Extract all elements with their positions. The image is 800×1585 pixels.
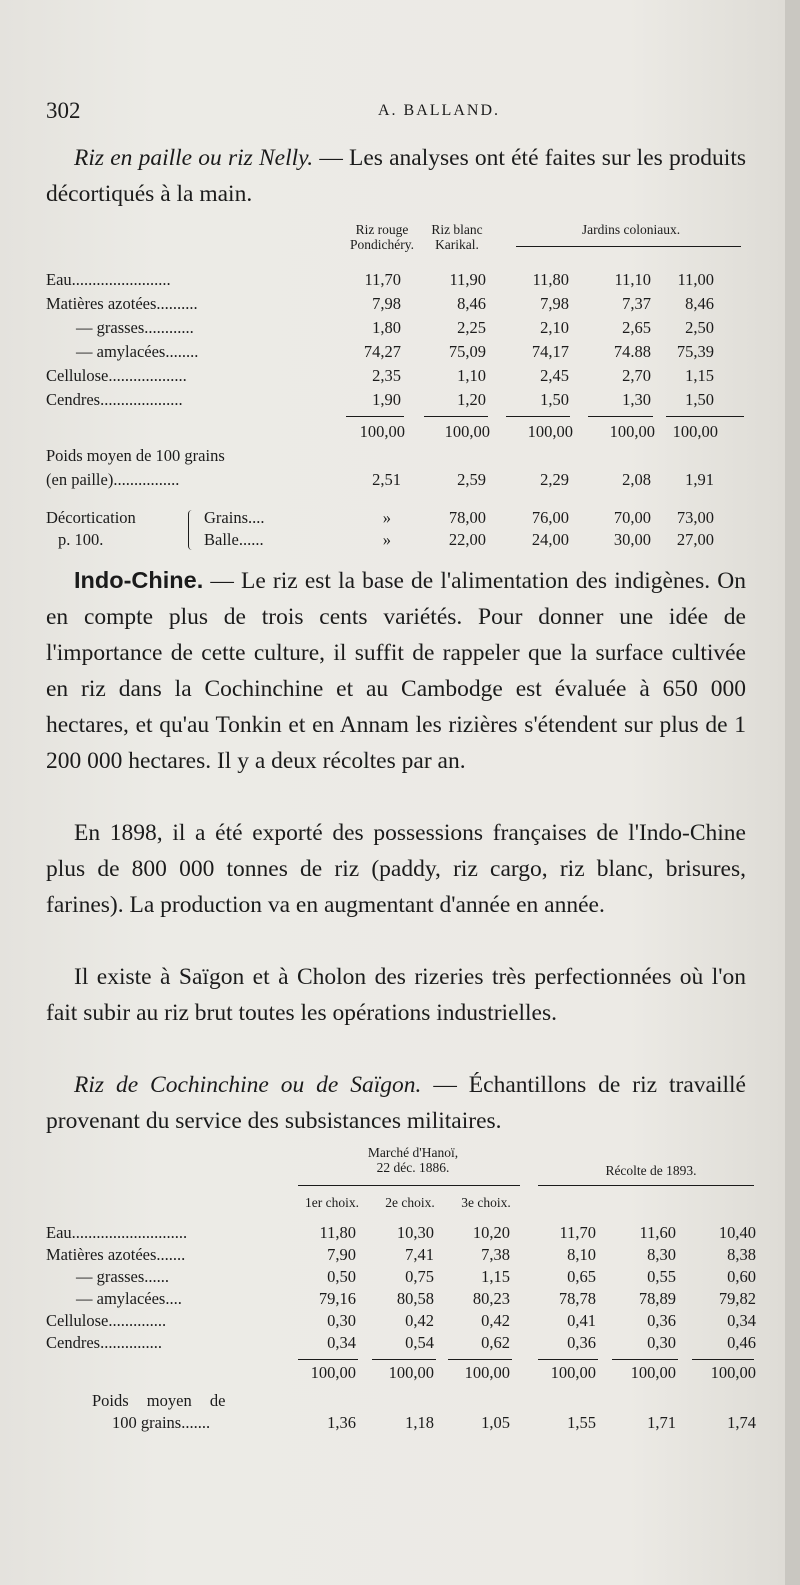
grains-cell: 78,00 (448, 508, 486, 527)
balle-cell: 22,00 (448, 530, 486, 549)
value-cell: 8,38 (727, 1245, 756, 1264)
poids-cell: 1,91 (685, 470, 714, 489)
row-label: Cellulose................... (46, 366, 187, 385)
cochinchine-text: — Échantillons de riz travaillé provenant du service des subsistances militaires. (46, 1072, 746, 1134)
sub-head-1: 1er choix. (305, 1195, 359, 1210)
value-cell: 1,50 (540, 390, 569, 409)
balle-label: Balle...... (204, 530, 264, 549)
value-cell: 2,50 (685, 318, 714, 337)
poids-row (46, 1413, 756, 1435)
value-cell: 0,30 (327, 1311, 356, 1330)
total-row (46, 1363, 756, 1385)
grains-row (46, 508, 746, 530)
value-cell: 0,36 (647, 1311, 676, 1330)
value-cell: 78,78 (558, 1289, 596, 1308)
value-cell: 7,38 (481, 1245, 510, 1264)
poids-cell: 1,18 (405, 1413, 434, 1432)
value-cell: 11,70 (559, 1223, 596, 1242)
col-head-riz-rouge (344, 222, 420, 252)
total-cell: 100,00 (672, 422, 718, 441)
value-cell: 78,89 (638, 1289, 676, 1308)
total-cell: 100,00 (630, 1363, 676, 1382)
row-label: Eau........................ (46, 270, 171, 289)
col-head-line: Pondichéry. (350, 237, 414, 252)
col-head-line: Riz rouge (355, 222, 409, 237)
value-cell: 2,25 (457, 318, 486, 337)
value-cell: 0,30 (647, 1333, 676, 1352)
value-cell: 1,50 (685, 390, 714, 409)
group-head-recolte: Récolte de 1893. (605, 1163, 697, 1178)
balle-cell: 27,00 (676, 530, 714, 549)
rice-analysis-table-2 (46, 1145, 756, 1445)
value-cell: 80,58 (396, 1289, 434, 1308)
total-cell: 100,00 (464, 1363, 510, 1382)
value-cell: 1,15 (481, 1267, 510, 1286)
poids-cell: 1,55 (567, 1413, 596, 1432)
poids-row (46, 470, 746, 492)
value-cell: 8,46 (685, 294, 714, 313)
sub-head-3: 3e choix. (461, 1195, 511, 1210)
value-cell: 11,90 (449, 270, 486, 289)
intro-text: — Les analyses ont été faites sur les produits décortiqués à la main. (46, 145, 746, 207)
value-cell: 11,70 (364, 270, 401, 289)
poids-label-row (46, 1391, 756, 1413)
page-header (46, 98, 736, 128)
grains-cell: » (382, 508, 391, 527)
value-cell: 7,41 (405, 1245, 434, 1264)
group-head-line: 22 déc. 1886. (376, 1160, 450, 1175)
grains-cell: 73,00 (676, 508, 714, 527)
balle-cell: 24,00 (531, 530, 569, 549)
table-row (46, 1311, 756, 1333)
value-cell: 0,42 (405, 1311, 434, 1330)
value-cell: 1,90 (372, 390, 401, 409)
value-cell: 0,41 (567, 1311, 596, 1330)
table-row (46, 270, 746, 292)
value-cell: 7,98 (372, 294, 401, 313)
cochinchine-title: Riz de Cochinchine ou de Saïgon. (74, 1072, 422, 1098)
value-cell: 0,34 (327, 1333, 356, 1352)
poids-cell: 1,05 (481, 1413, 510, 1432)
poids-cell: 2,08 (622, 470, 651, 489)
sum-rule (692, 1359, 754, 1360)
value-cell: 75,39 (676, 342, 714, 361)
decort-label: p. 100. (58, 530, 104, 549)
table-row (46, 318, 746, 340)
group-brace (516, 246, 741, 247)
group-head-hanoi (298, 1145, 528, 1175)
total-cell: 100,00 (527, 422, 573, 441)
row-label: Eau............................ (46, 1223, 188, 1242)
group-head-line: Marché d'Hanoï, (367, 1145, 459, 1160)
value-cell: 11,10 (614, 270, 651, 289)
value-cell: 10,40 (718, 1223, 756, 1242)
value-cell: 0,60 (727, 1267, 756, 1286)
row-label: — grasses............ (76, 318, 194, 337)
total-cell: 100,00 (550, 1363, 596, 1382)
table-row (46, 366, 746, 388)
value-cell: 1,30 (622, 390, 651, 409)
table-row (46, 390, 746, 412)
col-head-riz-blanc (422, 222, 492, 252)
group-brace-recolte (538, 1185, 754, 1186)
total-row (46, 422, 746, 444)
balle-cell: » (382, 530, 391, 549)
value-cell: 0,75 (405, 1267, 434, 1286)
value-cell: 79,82 (718, 1289, 756, 1308)
table-row (46, 1267, 756, 1289)
poids-label: 100 grains....... (112, 1413, 211, 1432)
col-head-line: Riz blanc (431, 222, 483, 237)
running-head: A. BALLAND. (378, 102, 500, 119)
grains-label: Grains.... (204, 508, 265, 527)
value-cell: 11,00 (677, 270, 714, 289)
value-cell: 10,20 (472, 1223, 510, 1242)
grains-cell: 76,00 (531, 508, 569, 527)
value-cell: 8,46 (457, 294, 486, 313)
col-head-line: Karikal. (435, 237, 479, 252)
value-cell: 80,23 (472, 1289, 510, 1308)
poids-label: Poids moyen de 100 grains (46, 446, 225, 465)
cochinchine-paragraph (46, 1067, 746, 1139)
value-cell: 8,30 (647, 1245, 676, 1264)
value-cell: 2,70 (622, 366, 651, 385)
row-label: Cendres............... (46, 1333, 162, 1352)
rice-analysis-table-1 (46, 222, 746, 552)
value-cell: 74,17 (531, 342, 569, 361)
sum-rule (588, 416, 653, 417)
total-cell: 100,00 (388, 1363, 434, 1382)
value-cell: 1,10 (457, 366, 486, 385)
intro-paragraph (46, 140, 746, 212)
total-cell: 100,00 (444, 422, 490, 441)
brace-icon (188, 510, 197, 550)
value-cell: 0,62 (481, 1333, 510, 1352)
poids-label-row (46, 446, 746, 468)
intro-title: Riz en paille ou riz Nelly. (74, 145, 314, 171)
poids-label: (en paille)................ (46, 470, 180, 489)
table-row (46, 1245, 756, 1267)
balle-cell: 30,00 (613, 530, 651, 549)
table-row (46, 1289, 756, 1311)
value-cell: 10,30 (396, 1223, 434, 1242)
poids-label: Poids moyen de (92, 1391, 226, 1410)
indochine-paragraph-3: Il existe à Saïgon et à Cholon des rizeries très perfectionnées où l'on fait subir au riz brut toutes les opérations industrielles. (46, 964, 746, 1026)
poids-cell: 2,59 (457, 470, 486, 489)
value-cell: 0,34 (727, 1311, 756, 1330)
value-cell: 0,42 (481, 1311, 510, 1330)
value-cell: 0,55 (647, 1267, 676, 1286)
sum-rule (346, 416, 404, 417)
balle-row (46, 530, 746, 552)
poids-cell: 2,51 (372, 470, 401, 489)
value-cell: 0,54 (405, 1333, 434, 1352)
group-brace-hanoi (298, 1185, 520, 1186)
value-cell: 1,80 (372, 318, 401, 337)
value-cell: 1,15 (685, 366, 714, 385)
sum-rule (372, 1359, 436, 1360)
value-cell: 11,80 (532, 270, 569, 289)
poids-cell: 1,71 (647, 1413, 676, 1432)
decort-label: Décortication (46, 508, 136, 527)
row-label: — amylacées........ (76, 342, 199, 361)
value-cell: 7,90 (327, 1245, 356, 1264)
value-cell: 0,46 (727, 1333, 756, 1352)
row-label: Cellulose.............. (46, 1311, 167, 1330)
poids-cell: 1,74 (727, 1413, 756, 1432)
table-row (46, 1333, 756, 1355)
value-cell: 7,37 (622, 294, 651, 313)
table-row (46, 342, 746, 364)
sum-rule (424, 416, 488, 417)
sum-rule (538, 1359, 598, 1360)
indochine-text-1: — Le riz est la base de l'alimentation des indigènes. On en compte plus de trois cents variétés. Pour donner une idée de l'importance de cette culture, il suffit de rappeler que la surface cultivée en riz dans la Cochinchine et au Cambodge est évaluée à 650 000 hectares, et qu'au Tonkin et en Annam les rizières s'étendent sur plus de 1 200 000 hectares. Il y a deux récoltes par an. (46, 568, 746, 774)
row-label: — amylacées.... (76, 1289, 182, 1308)
value-cell: 1,20 (457, 390, 486, 409)
sum-rule (506, 416, 570, 417)
value-cell: 7,98 (540, 294, 569, 313)
value-cell: 11,80 (319, 1223, 356, 1242)
value-cell: 2,45 (540, 366, 569, 385)
value-cell: 11,60 (639, 1223, 676, 1242)
page-edge (785, 0, 800, 1585)
value-cell: 79,16 (318, 1289, 356, 1308)
value-cell: 0,50 (327, 1267, 356, 1286)
sum-rule (666, 416, 744, 417)
indochine-title: Indo-Chine. (74, 567, 204, 593)
total-cell: 100,00 (310, 1363, 356, 1382)
value-cell: 74.88 (613, 342, 651, 361)
value-cell: 0,36 (567, 1333, 596, 1352)
total-cell: 100,00 (710, 1363, 756, 1382)
value-cell: 74,27 (363, 342, 401, 361)
indochine-paragraph-2: En 1898, il a été exporté des possessions françaises de l'Indo-Chine plus de 800 000 tonnes de riz (paddy, riz cargo, riz blanc, brisures, farines). La production va en augmentant d'année en année. (46, 820, 746, 918)
indochine-paragraph-1 (46, 562, 746, 779)
poids-cell: 1,36 (327, 1413, 356, 1432)
sum-rule (298, 1359, 358, 1360)
value-cell: 2,10 (540, 318, 569, 337)
value-cell: 8,10 (567, 1245, 596, 1264)
row-label: Matières azotées.......... (46, 294, 198, 313)
value-cell: 75,09 (448, 342, 486, 361)
poids-cell: 2,29 (540, 470, 569, 489)
row-label: Cendres.................... (46, 390, 183, 409)
total-cell: 100,00 (609, 422, 655, 441)
page-number: 302 (46, 98, 81, 123)
value-cell: 2,35 (372, 366, 401, 385)
table-row (46, 294, 746, 316)
grains-cell: 70,00 (613, 508, 651, 527)
total-cell: 100,00 (359, 422, 405, 441)
sum-rule (612, 1359, 678, 1360)
col-head-jardins: Jardins coloniaux. (581, 222, 681, 237)
sub-head-2: 2e choix. (385, 1195, 435, 1210)
row-label: Matières azotées....... (46, 1245, 186, 1264)
row-label: — grasses...... (76, 1267, 170, 1286)
table-row (46, 1223, 756, 1245)
value-cell: 0,65 (567, 1267, 596, 1286)
sum-rule (448, 1359, 512, 1360)
value-cell: 2,65 (622, 318, 651, 337)
